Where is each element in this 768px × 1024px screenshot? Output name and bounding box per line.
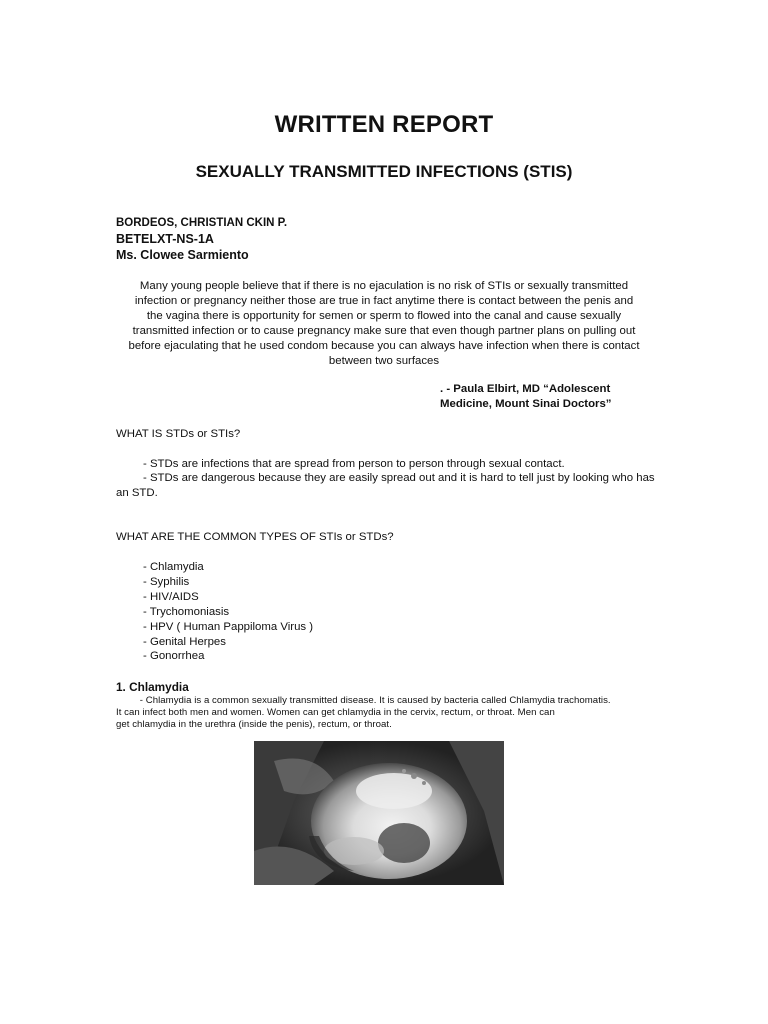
opening-quote (110, 279, 658, 368)
what-is-point: - STDs are dangerous because they are easily spread out and it is hard to tell just by looking who has an STD. (116, 472, 655, 499)
list-item: - Syphilis (143, 575, 190, 588)
list-item: - Genital Herpes (143, 635, 226, 648)
quote-line: between two surfaces (328, 354, 440, 367)
quote-line: the vagina there is opportunity for semen or sperm to flowed into the canal and cause sexually (146, 309, 622, 322)
description-line: It can infect both men and women. Women can get chlamydia in the cervix, rectum, or throat. Men can (116, 707, 555, 718)
description-dash: - (139, 695, 143, 706)
report-subtitle: SEXUALLY TRANSMITTED INFECTIONS (STIS) (195, 162, 573, 181)
list-item: - Chlamydia (143, 561, 204, 573)
list-item: - HPV ( Human Pappiloma Virus ) (143, 620, 314, 633)
list-item: - HIV/AIDS (143, 590, 199, 603)
list-item: - Trychomoniasis (143, 605, 230, 618)
author-name: BORDEOS, CHRISTIAN CKIN P. (116, 217, 288, 229)
quote-citation (440, 382, 612, 412)
citation-line: Medicine, Mount Sinai Doctors” (440, 398, 612, 410)
citation-line: . - Paula Elbirt, MD “Adolescent (440, 383, 611, 395)
quote-line: transmitted infection or to cause pregnancy make sure that even though partner plans on pulling out (132, 324, 636, 337)
description-line (116, 695, 656, 707)
report-title: WRITTEN REPORT (274, 111, 494, 138)
common-types-heading: WHAT ARE THE COMMON TYPES OF STIs or STDs? (116, 531, 394, 543)
chlamydia-heading: 1. Chlamydia (116, 680, 189, 694)
section-code: BETELXT-NS-1A (116, 232, 214, 246)
quote-line: Many young people believe that if there is no ejaculation is no risk of STIs or sexually transmitted (139, 280, 629, 292)
quote-line: before ejaculating that he used condom because you can always have infection when there is contact (128, 339, 640, 352)
list-item: - Gonorrhea (143, 650, 205, 663)
common-types-list (143, 560, 313, 664)
chlamydia-description (116, 695, 656, 731)
description-line: get chlamydia in the urethra (inside the penis), rectum, or throat. (116, 719, 392, 730)
quote-line: infection or pregnancy neither those are true in fact anytime there is contact between the penis and (134, 294, 634, 307)
what-is-heading: WHAT IS STDs or STIs? (116, 428, 241, 440)
what-is-point: - STDs are infections that are spread from person to person through sexual contact. (143, 458, 565, 470)
description-text: Chlamydia is a common sexually transmitted disease. It is caused by bacteria called Chlamydia trachomatis. (145, 695, 611, 706)
instructor-name: Ms. Clowee Sarmiento (116, 248, 249, 262)
cervix-image-illustration (254, 741, 504, 885)
chlamydia-photo (254, 741, 504, 885)
